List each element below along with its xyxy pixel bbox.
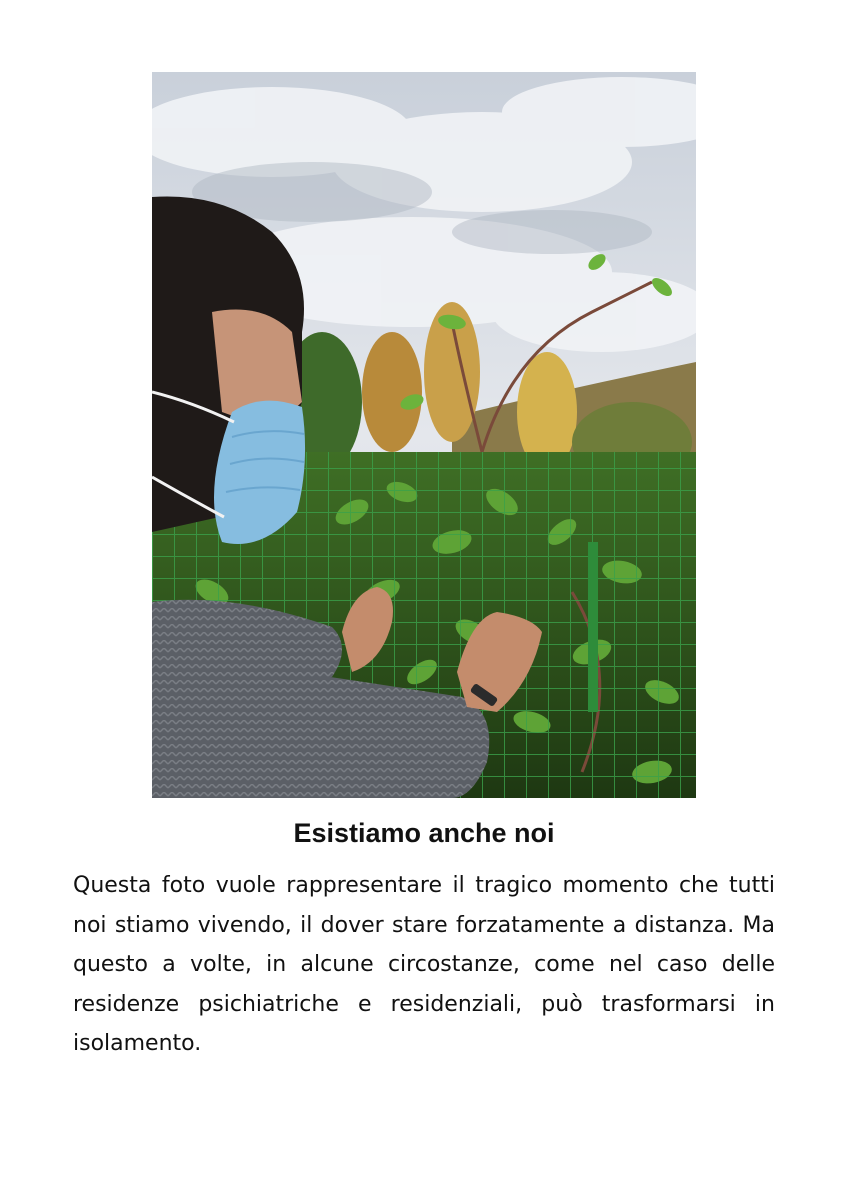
fence-post xyxy=(588,542,598,712)
photo-caption: Questa foto vuole rappresentare il tragico momento che tutti noi stiamo vivendo, il dover stare forzatamente a distanza. Ma questo a volte, in alcune circostanze, come nel caso delle residenze psichiatriche e residenziali, può trasformarsi in isolamento. xyxy=(73,873,775,1056)
photo-title: Esistiamo anche noi xyxy=(293,818,555,848)
photo-illustration xyxy=(152,72,696,798)
photo xyxy=(152,72,696,798)
